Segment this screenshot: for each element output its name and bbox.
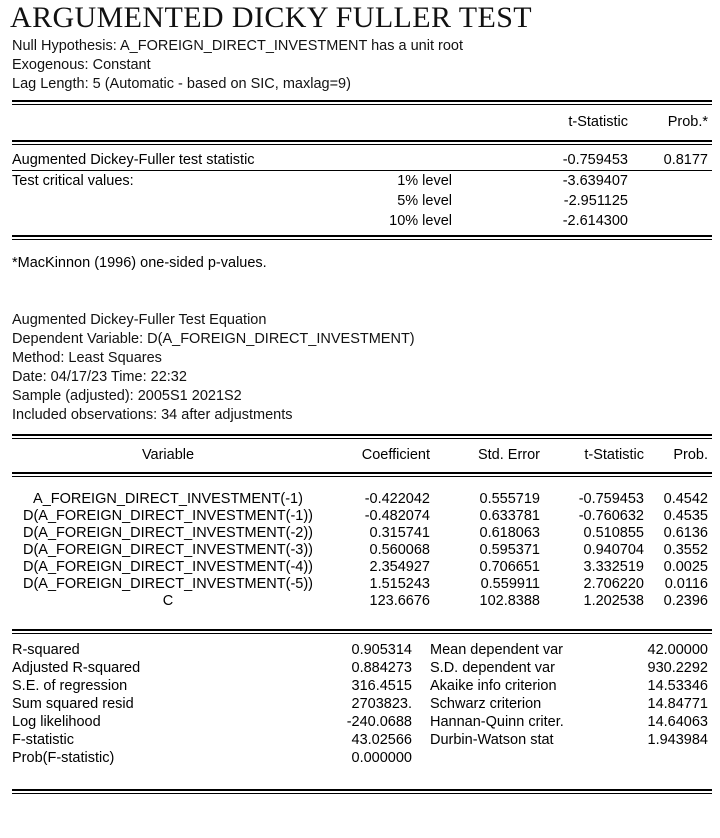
coef-t-statistic-4: 3.332519 — [583, 559, 644, 575]
coef-std-error-5: 0.559911 — [480, 576, 540, 592]
stat-value-left-5: 43.02566 — [351, 732, 412, 748]
stat-value-right-6 — [632, 749, 712, 767]
stat-value-left-4: -240.0688 — [346, 714, 412, 730]
document-bottom-rule — [12, 789, 712, 794]
critical-level-2: 5% level — [397, 193, 452, 209]
critical-values-label: Test critical values: — [12, 173, 134, 189]
adf-values-table — [12, 150, 712, 231]
adf-header-t-statistic: t-Statistic — [568, 114, 628, 130]
coef-t-statistic-3: 0.940704 — [583, 542, 644, 558]
coef-header-t-statistic: t-Statistic — [584, 447, 644, 463]
stat-label-right-3: Schwarz criterion — [430, 696, 542, 712]
critical-value-2: -2.951125 — [563, 193, 628, 209]
coef-prob-1: 0.4535 — [663, 508, 708, 524]
lag-length-line: Lag Length: 5 (Automatic - based on SIC, maxlag=9) — [12, 76, 351, 92]
adf-header-prob: Prob.* — [667, 114, 708, 130]
coef-variable-0: A_FOREIGN_DIRECT_INVESTMENT(-1) — [33, 491, 303, 507]
coef-prob-6: 0.2396 — [663, 593, 708, 609]
coef-std-error-1: 0.633781 — [479, 508, 540, 524]
coefficients-header-table — [12, 444, 712, 466]
table-row — [12, 641, 712, 659]
coef-coefficient-1: -0.482074 — [364, 508, 430, 524]
stat-value-left-1: 0.884273 — [351, 660, 412, 676]
stat-value-right-5: 1.943984 — [647, 732, 708, 748]
stat-label-left-4: Log likelihood — [12, 714, 101, 730]
table-row-critical-2 — [12, 191, 712, 211]
coef-variable-1: D(A_FOREIGN_DIRECT_INVESTMENT(-1)) — [22, 508, 314, 524]
coefficients-bottom-rule — [12, 629, 712, 634]
coef-std-error-4: 0.706651 — [479, 559, 540, 575]
coef-coefficient-4: 2.354927 — [369, 559, 430, 575]
coef-variable-2: D(A_FOREIGN_DIRECT_INVESTMENT(-2)) — [22, 525, 314, 541]
dependent-variable-line: Dependent Variable: D(A_FOREIGN_DIRECT_INVESTMENT) — [12, 331, 415, 347]
adf-statistic-value: -0.759453 — [502, 150, 632, 171]
coef-variable-5: D(A_FOREIGN_DIRECT_INVESTMENT(-5)) — [22, 576, 314, 592]
adf-summary-table — [12, 112, 712, 132]
exogenous-line: Exogenous: Constant — [12, 57, 151, 73]
header-bottom-rule — [12, 100, 712, 105]
stat-label-left-5: F-statistic — [12, 732, 75, 748]
table-row-adf-statistic — [12, 150, 712, 171]
coef-coefficient-0: -0.422042 — [364, 491, 430, 507]
stat-label-right-0: Mean dependent var — [430, 642, 564, 658]
coef-t-statistic-5: 2.706220 — [583, 576, 644, 592]
stat-label-right-2: Akaike info criterion — [430, 678, 557, 694]
coef-coefficient-3: 0.560068 — [369, 542, 430, 558]
stat-value-left-6: 0.000000 — [351, 750, 412, 766]
stat-label-right-4: Hannan-Quinn criter. — [430, 714, 564, 730]
equation-title-line: Augmented Dickey-Fuller Test Equation — [12, 312, 267, 328]
coef-prob-5: 0.0116 — [664, 576, 708, 592]
stat-value-right-3: 14.84771 — [647, 696, 708, 712]
table-row — [12, 559, 712, 576]
adf-statistic-prob: 0.8177 — [632, 150, 712, 171]
critical-value-1: -3.639407 — [562, 173, 628, 189]
adf-statistic-label: Augmented Dickey-Fuller test statistic — [12, 150, 342, 171]
table-row — [12, 576, 712, 593]
stat-value-left-2: 316.4515 — [351, 678, 412, 694]
coef-variable-6: C — [162, 593, 174, 609]
table-row — [12, 749, 712, 767]
coefficients-header-rule — [12, 472, 712, 477]
table-header-row — [12, 444, 712, 466]
test-header-block — [12, 37, 712, 94]
method-line: Method: Least Squares — [12, 350, 162, 366]
table-row — [12, 491, 712, 508]
table-spacer-row — [12, 484, 712, 491]
table-row — [12, 525, 712, 542]
coef-std-error-6: 102.8388 — [479, 593, 540, 609]
coef-variable-3: D(A_FOREIGN_DIRECT_INVESTMENT(-3)) — [22, 542, 314, 558]
table-row — [12, 593, 712, 610]
coefficients-top-rule — [12, 434, 712, 439]
coef-prob-4: 0.0025 — [663, 559, 708, 575]
coef-std-error-0: 0.555719 — [479, 491, 540, 507]
table-row — [12, 659, 712, 677]
critical-level-3: 10% level — [389, 213, 452, 229]
coef-variable-4: D(A_FOREIGN_DIRECT_INVESTMENT(-4)) — [22, 559, 314, 575]
stat-label-right-6 — [422, 749, 632, 767]
table-row — [12, 695, 712, 713]
page-title: ARGUMENTED DICKY FULLER TEST — [10, 1, 533, 34]
stat-value-left-3: 2703823. — [351, 696, 412, 712]
coef-coefficient-5: 1.515243 — [369, 576, 430, 592]
coef-t-statistic-2: 0.510855 — [583, 525, 644, 541]
stat-label-right-1: S.D. dependent var — [430, 660, 555, 676]
coef-std-error-2: 0.618063 — [479, 525, 540, 541]
table-row — [12, 508, 712, 525]
table-row — [12, 542, 712, 559]
coef-t-statistic-6: 1.202538 — [583, 593, 644, 609]
stat-value-right-0: 42.00000 — [647, 642, 708, 658]
coef-prob-0: 0.4542 — [663, 491, 708, 507]
coef-coefficient-2: 0.315741 — [369, 525, 430, 541]
coef-header-variable: Variable — [141, 447, 195, 463]
table-header-row — [12, 112, 712, 132]
stat-label-left-2: S.E. of regression — [12, 678, 128, 694]
equation-meta-block — [12, 311, 712, 425]
stat-label-right-5: Durbin-Watson stat — [430, 732, 554, 748]
table-row-critical-3 — [12, 211, 712, 231]
stat-value-right-1: 930.2292 — [647, 660, 708, 676]
table-row-critical-1 — [12, 171, 712, 192]
table-row — [12, 713, 712, 731]
summary-statistics-table — [12, 641, 712, 767]
stat-value-left-0: 0.905314 — [351, 642, 412, 658]
stat-label-left-3: Sum squared resid — [12, 696, 134, 712]
coef-coefficient-6: 123.6676 — [369, 593, 430, 609]
stat-label-left-1: Adjusted R-squared — [12, 660, 141, 676]
stat-label-left-0: R-squared — [12, 642, 80, 658]
stat-value-right-2: 14.53346 — [647, 678, 708, 694]
stat-label-left-6: Prob(F-statistic) — [12, 750, 115, 766]
coef-std-error-3: 0.595371 — [479, 542, 540, 558]
coef-header-prob: Prob. — [673, 447, 708, 463]
stat-value-right-4: 14.64063 — [647, 714, 708, 730]
coef-header-std-error: Std. Error — [477, 447, 540, 463]
critical-level-1: 1% level — [397, 173, 452, 189]
coefficients-data-table — [12, 484, 712, 610]
null-hypothesis-line: Null Hypothesis: A_FOREIGN_DIRECT_INVESTMENT has a unit root — [12, 38, 463, 54]
coef-t-statistic-1: -0.760632 — [578, 508, 644, 524]
mackinnon-footnote: *MacKinnon (1996) one-sided p-values. — [12, 255, 267, 271]
critical-value-3: -2.614300 — [562, 213, 628, 229]
coef-prob-3: 0.3552 — [663, 542, 708, 558]
adf-header-rule — [12, 140, 712, 145]
coef-header-coefficient: Coefficient — [361, 447, 430, 463]
coef-t-statistic-0: -0.759453 — [578, 491, 644, 507]
adf-table-bottom-rule — [12, 235, 712, 240]
date-time-line: Date: 04/17/23 Time: 22:32 — [12, 369, 187, 385]
table-row — [12, 731, 712, 749]
coef-prob-2: 0.6136 — [663, 525, 708, 541]
sample-line: Sample (adjusted): 2005S1 2021S2 — [12, 388, 242, 404]
observations-line: Included observations: 34 after adjustments — [12, 407, 293, 423]
table-row — [12, 677, 712, 695]
